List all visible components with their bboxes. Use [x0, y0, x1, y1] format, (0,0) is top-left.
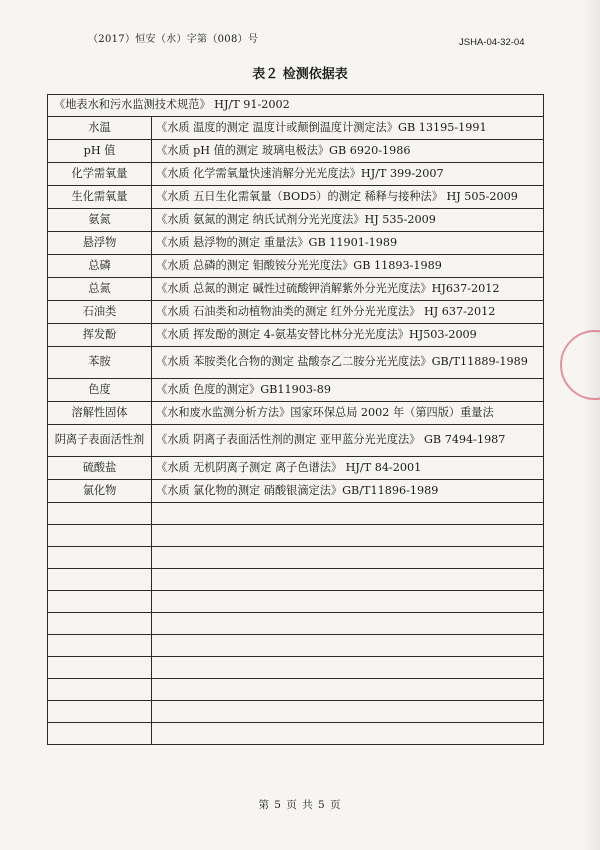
table-row	[48, 324, 544, 347]
empty-cell	[48, 503, 152, 525]
table-row	[48, 140, 544, 163]
empty-cell	[48, 679, 152, 701]
parameter-name: 氯化物	[48, 480, 152, 503]
table-row	[48, 425, 544, 457]
table-row	[48, 117, 544, 140]
table-row	[48, 209, 544, 232]
parameter-name: pH 值	[48, 140, 152, 163]
stamp-seal-icon	[560, 330, 600, 400]
parameter-name: 总氮	[48, 278, 152, 301]
parameter-name: 总磷	[48, 255, 152, 278]
empty-row	[48, 547, 544, 569]
empty-cell	[152, 679, 544, 701]
page-number: 第 5 页 共 5 页	[258, 799, 342, 811]
test-method: 《水质 阴离子表面活性剂的测定 亚甲蓝分光光度法》 GB 7494-1987	[152, 425, 544, 457]
empty-row	[48, 503, 544, 525]
document-code: JSHA-04-32-04	[459, 37, 525, 48]
parameter-name: 生化需氧量	[48, 186, 152, 209]
table-row-standard	[48, 95, 544, 117]
empty-cell	[152, 525, 544, 547]
empty-cell	[152, 591, 544, 613]
empty-cell	[48, 591, 152, 613]
empty-cell	[152, 657, 544, 679]
test-method: 《水质 化学需氧量快速消解分光光度法》HJ/T 399-2007	[152, 163, 544, 186]
empty-row	[48, 635, 544, 657]
test-method: 《水质 总氮的测定 碱性过硫酸钾消解紫外分光光度法》HJ637-2012	[152, 278, 544, 301]
empty-cell	[152, 701, 544, 723]
page-edge-shadow	[582, 0, 600, 850]
empty-cell	[48, 569, 152, 591]
table-row	[48, 402, 544, 425]
empty-row	[48, 723, 544, 745]
empty-cell	[48, 701, 152, 723]
empty-cell	[152, 613, 544, 635]
test-method: 《水质 五日生化需氧量（BOD5）的测定 稀释与接种法》 HJ 505-2009	[152, 186, 544, 209]
test-method: 《水质 挥发酚的测定 4-氨基安替比林分光光度法》HJ503-2009	[152, 324, 544, 347]
table-row	[48, 480, 544, 503]
empty-cell	[152, 635, 544, 657]
table-row	[48, 457, 544, 480]
empty-row	[48, 525, 544, 547]
parameter-name: 硫酸盐	[48, 457, 152, 480]
empty-row	[48, 569, 544, 591]
empty-cell	[48, 635, 152, 657]
empty-cell	[48, 547, 152, 569]
parameter-name: 挥发酚	[48, 324, 152, 347]
empty-cell	[48, 723, 152, 745]
test-method: 《水质 pH 值的测定 玻璃电极法》GB 6920-1986	[152, 140, 544, 163]
empty-cell	[48, 657, 152, 679]
empty-cell	[152, 723, 544, 745]
table-title: 表２ 检测依据表	[252, 67, 348, 82]
table-row	[48, 278, 544, 301]
parameter-name: 苯胺	[48, 347, 152, 379]
test-method: 《水质 石油类和动植物油类的测定 红外分光光度法》 HJ 637-2012	[152, 301, 544, 324]
empty-cell	[152, 503, 544, 525]
test-method: 《水质 悬浮物的测定 重量法》GB 11901-1989	[152, 232, 544, 255]
table-row	[48, 347, 544, 379]
standard-cell: 《地表水和污水监测技术规范》 HJ/T 91-2002	[48, 95, 544, 117]
parameter-name: 悬浮物	[48, 232, 152, 255]
empty-row	[48, 657, 544, 679]
empty-row	[48, 701, 544, 723]
table-row	[48, 163, 544, 186]
test-method: 《水质 苯胺类化合物的测定 盐酸奈乙二胺分光光度法》GB/T11889-1989	[152, 347, 544, 379]
parameter-name: 氨氮	[48, 209, 152, 232]
table-row	[48, 232, 544, 255]
parameter-name: 阴离子表面活性剂	[48, 425, 152, 457]
document-reference: （2017）恒安（水）字第（008）号	[88, 34, 259, 45]
test-method: 《水质 无机阴离子测定 离子色谱法》 HJ/T 84-2001	[152, 457, 544, 480]
table-row	[48, 186, 544, 209]
parameter-name: 石油类	[48, 301, 152, 324]
test-method: 《水质 氨氮的测定 纳氏试剂分光光度法》HJ 535-2009	[152, 209, 544, 232]
parameter-name: 化学需氧量	[48, 163, 152, 186]
empty-row	[48, 679, 544, 701]
table-row	[48, 255, 544, 278]
test-method: 《水和废水监测分析方法》国家环保总局 2002 年（第四版）重量法	[152, 402, 544, 425]
empty-cell	[48, 613, 152, 635]
empty-cell	[152, 547, 544, 569]
parameter-name: 色度	[48, 379, 152, 402]
table-row	[48, 379, 544, 402]
empty-row	[48, 591, 544, 613]
detection-basis-table	[47, 94, 544, 745]
parameter-name: 溶解性固体	[48, 402, 152, 425]
empty-cell	[152, 569, 544, 591]
table-row	[48, 301, 544, 324]
test-method: 《水质 总磷的测定 钼酸铵分光光度法》GB 11893-1989	[152, 255, 544, 278]
test-method: 《水质 氯化物的测定 硝酸银滴定法》GB/T11896-1989	[152, 480, 544, 503]
empty-row	[48, 613, 544, 635]
parameter-name: 水温	[48, 117, 152, 140]
empty-cell	[48, 525, 152, 547]
test-method: 《水质 色度的测定》GB11903-89	[152, 379, 544, 402]
test-method: 《水质 温度的测定 温度计或颠倒温度计测定法》GB 13195-1991	[152, 117, 544, 140]
